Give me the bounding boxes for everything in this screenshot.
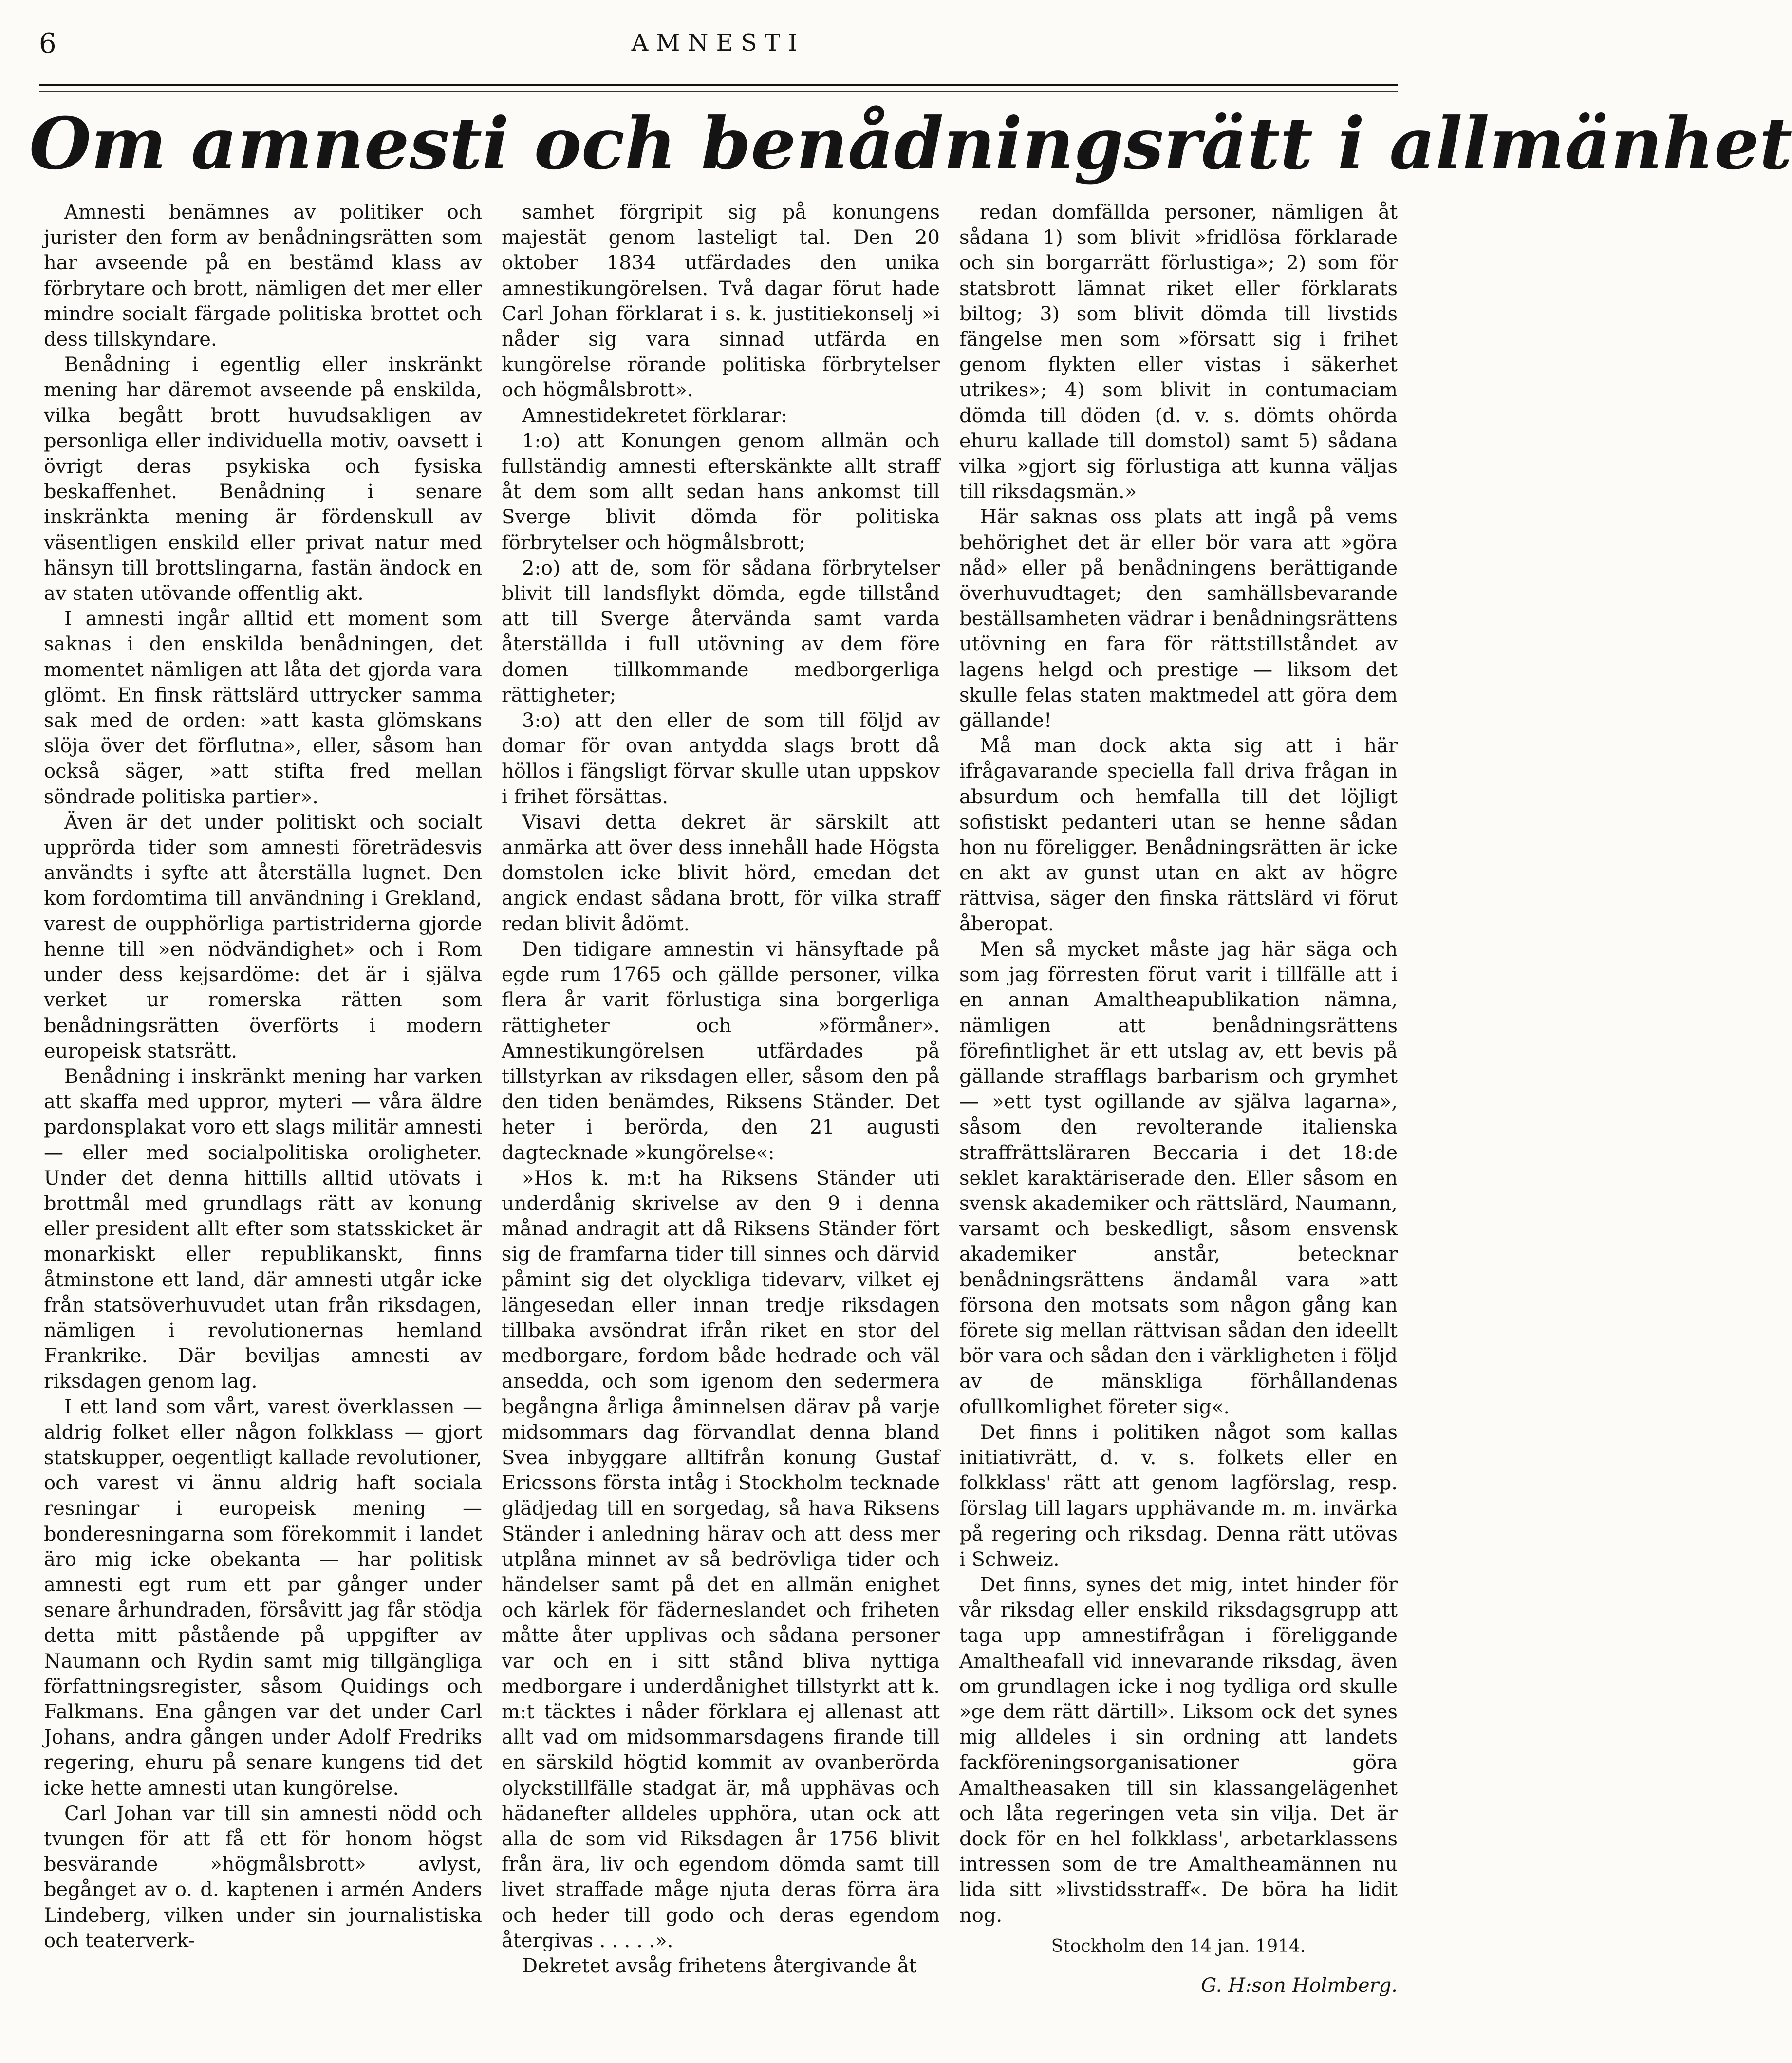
paragraph: redan domfällda personer, nämligen åt sådana 1) som blivit »fridlösa förklarade och sin borgarrätt förlustiga»; 2) som för statsbrott lämnat riket eller förklarats biltog; 3) som blivit dömda till livstids fängelse men som »försatt sig i frihet genom flykten eller vistas i säkerhet utrikes»; 4) som blivit in contumaciam dömda till döden (d. v. s. dömts ohörda ehuru kallade till domstol) samt 5) sådana vilka »gjort sig förlustiga att kunna väljas till riksdagsmän.» xyxy=(959,201,1398,503)
paragraph: »Hos k. m:t ha Riksens Ständer uti underdånig skrivelse av den 9 i denna månad andragit att då Riksens Ständer fört sig de framfarna tider till sinnes och därvid påmint sig det olyckliga tidevarv, vilket ej längesedan eller innan tredje riksdagen tillbaka avsöndrat ifrån riket en stor del medborgare, fordom både hedrade och väl ansedda, och som igenom den sedermera begångna årliga åminnelsen därav på varje midsommars dag förvandlat denna bland Svea inbyggare alltifrån konung Gustaf Ericssons första intåg i Stockholm tecknade glädjedag till en sorgedag, så hava Riksens Ständer i anledning härav och att dess mer utplåna minnet av så bedrövliga tider och händelser samt på det en allmän enighet och kärlek för fäderneslandet och friheten måtte åter upplivas och sådana personer var och en i sitt stånd bliva nyttiga medborgare i underdånighet tillstyrkt att k. m:t täcktes i nåder förklara ej allenast att allt vad om midsommarsdagens firande till en särskild högtid kommit av ovanberörda olyckstillfälle stadgat är, må upphävas och hädanefter alldeles upphöra, utan ock att alla de som vid Riksdagen år 1756 blivit från ära, liv och egendom dömda samt till livet straffade måge njuta deras förra ära och heder till godo och deras egendom återgivas . . . . .». xyxy=(502,1167,940,1952)
paragraph: Den tidigare amnestin vi hänsyftade på egde rum 1765 och gällde personer, vilka flera år varit förlustiga sina borgerliga rättigheter och »förmåner». Amnestikungörelsen utfärdades på tillstyrkan av riksdagen eller, såsom den på den tiden benämdes, Riksens Ständer. Det heter i berörda, den 21 augusti dagtecknade »kungörelse«: xyxy=(502,938,940,1164)
paragraph: Men så mycket måste jag här säga och som jag förresten förut varit i tillfälle att i en annan Amaltheapublikation nämna, nämligen att benådningsrättens förefintlighet är ett utslag av, ett bevis på gällande strafflags barbarism och grymhet — »ett tyst ogillande av själva lagarna», såsom den revolterande italienska straffrättsläraren Beccaria i det 18:de seklet karaktäriserade den. Eller såsom en svensk akademiker och rättslärd, Naumann, varsamt och beskedligt, såsom ensvensk akademiker anstår, betecknar benådningsrättens ändamål vara »att försona den motsats som någon gång kan förete sig mellan rättvisan sådan den ideellt bör vara och sådan den i värkligheten i följd av de mänskliga förhållandenas ofullkomlighet företer sig«. xyxy=(959,938,1398,1418)
column-1 xyxy=(44,200,482,2030)
paragraph: Carl Johan var till sin amnesti nödd och tvungen för att få ett för honom högst besvärande »högmålsbrott» avlyst, begånget av o. d. kaptenen i armén Anders Lindeberg, vilken under sin journalistiska och teaterverk- xyxy=(44,1802,482,1952)
paragraph: 1:o) att Konungen genom allmän och fullständig amnesti efterskänkte allt straff åt dem som allt sedan hans ankomst till Sverge blivit dömda för politiska förbrytelser och högmålsbrott; xyxy=(502,429,940,554)
paragraph: Må man dock akta sig att i här ifrågavarande speciella fall driva frågan in absurdum och hemfalla till det löjligt sofistiskt pedanteri utan se henne sådan hon nu föreligger. Benådningsrätten är icke en akt av gunst utan en akt av högre rättvisa, säger den finska rättslärd vi förut åberopat. xyxy=(959,735,1398,935)
page-number: 6 xyxy=(39,28,56,59)
paragraph: Det finns i politiken något som kallas initiativrätt, d. v. s. folkets eller en folkklass' rätt att genom lagförslag, resp. förslag till lagars upphävande m. m. invärka på regering och riksdag. Denna rätt utövas i Schweiz. xyxy=(959,1421,1398,1571)
paragraph: Amnesti benämnes av politiker och jurister den form av benådningsrätten som har avseende på en bestämd klass av förbrytare och brott, nämligen det mer eller mindre socialt färgade politiska brottet och dess tillskyndare. xyxy=(44,201,482,351)
paragraph: Amnestidekretet förklarar: xyxy=(522,404,787,427)
paragraph: 3:o) att den eller de som till följd av domar för ovan antydda slags brott då höllos i fängsligt förvar skulle utan uppskov i frihet försättas. xyxy=(502,709,940,808)
paragraph: I amnesti ingår alltid ett moment som saknas i den enskilda benådningen, det momentet nämligen att låta det gjorda vara glömt. En finsk rättslärd uttrycker samma sak med de orden: »att kasta glömskans slöja över det förflutna», eller, såsom han också säger, »att stifta fred mellan söndrade politiska partier». xyxy=(44,608,482,808)
paragraph: Visavi detta dekret är särskilt att anmärka att över dess innehåll hade Högsta domstolen icke blivit hörd, emedan det angick endast sådana brott, för vilka straff redan blivit ådömt. xyxy=(502,811,940,935)
paragraph: Benådning i inskränkt mening har varken att skaffa med uppror, myteri — våra äldre pardonsplakat voro ett slags militär amnesti — eller med socialpolitiska oroligheter. Under det denna hittills alltid utövats i brottmål med grundlags rätt av konung eller president allt efter som statsskicket är monarkiskt eller republikanskt, finns åtminstone ett land, där amnesti utgår icke från statsöverhuvudet utan från riksdagen, nämligen i revolutionernas hemland Frankrike. Där beviljas amnesti av riksdagen genom lag. xyxy=(44,1065,482,1393)
page-header xyxy=(39,19,1398,97)
running-title: AMNESTI xyxy=(631,29,805,56)
column-3 xyxy=(959,200,1398,2030)
paragraph: 2:o) att de, som för sådana förbrytelser blivit till landsflykt dömda, egde tillstånd att till Sverge återvända samt varda återställda i full utövning av dem före domen tillkommande medborgerliga rättigheter; xyxy=(502,557,940,706)
paragraph: Här saknas oss plats att ingå på vems behörighet det är eller bör vara att »göra nåd» eller på benådningens berättigande överhuvudtaget; den samhällsbevarande beställsamheten vädrar i benådningsrättens utövning en fara för rättstillståndet av lagens helgd och prestige — liksom det skulle felas staten maktmedel att göra dem gällande! xyxy=(959,506,1398,732)
author-signature: G. H:son Holmberg. xyxy=(1201,1974,1398,1997)
header-rule xyxy=(39,84,1398,86)
column-2 xyxy=(502,200,940,2030)
article-body xyxy=(44,200,1402,2030)
paragraph: Dekretet avsåg frihetens återgivande åt xyxy=(522,1955,917,1978)
paragraph: I ett land som vårt, varest överklassen — aldrig folket eller någon folkklass — gjort statskupper, oegentligt kallade revolutioner, och varest vi ännu aldrig haft sociala resningar i europeisk mening — bonderesningarna som förekommit i landet äro mig icke obekanta — har politisk amnesti egt rum ett par gånger under senare århundraden, försåvitt jag får stödja detta mitt påstående på uppgifter av Naumann och Rydin samt mig tillgängliga författningsregister, såsom Quidings och Falkmans. Ena gången var det under Carl Johans, andra gången under Adolf Fredriks regering, ehuru på senare kungens tid det icke hette amnesti utan kungörelse. xyxy=(44,1395,482,1800)
paragraph: samhet förgripit sig på konungens majestät genom lasteligt tal. Den 20 oktober 1834 utfärdades den unika amnestikungörelsen. Två dagar förut hade Carl Johan förklarat i s. k. justitiekonselj »i nåder sig vara sinnad utfärda en kungörelse rörande politiska förbrytelser och högmålsbrott». xyxy=(502,201,940,402)
header-rule-thin xyxy=(39,91,1398,92)
dateline: Stockholm den 14 jan. 1914. xyxy=(1051,1936,1306,1956)
article-title: Om amnesti och benådningsrätt i allmänhet xyxy=(29,102,1792,186)
paragraph: Även är det under politiskt och socialt upprörda tider som amnesti företrädesvis användts i syfte att återställa lugnet. Den kom fordomtima till användning i Grekland, varest de oupphörliga partistriderna gjorde henne till »en nödvändighet» och i Rom under dess kejsardöme: det är i själva verket ur romerska rätten som benådningsrätten överförts i modern europeisk statsrätt. xyxy=(44,811,482,1062)
paragraph: Benådning i egentlig eller inskränkt mening har däremot avseende på enskilda, vilka begått brott huvudsakligen av personliga eller individuella motiv, oavsett i övrigt deras psykiska och fysiska beskaffenhet. Benådning i senare inskränkta mening är fördenskull av väsentligen enskild eller privat natur med hänsyn till brottslingarna, fastän ändock en av staten utövande offentlig akt. xyxy=(44,353,482,605)
paragraph: Det finns, synes det mig, intet hinder för vår riksdag eller enskild riksdagsgrupp att taga upp amnestifrågan i föreliggande Amaltheafall vid innevarande riksdag, även om grundlagen icke i nog tydliga ord skulle »ge dem rätt därtill». Liksom ock det synes mig alldeles i sin ordning att landets fackföreningsorganisationer göra Amaltheasaken till sin klassangelägenhet och låta regeringen veta sin vilja. Det är dock för en hel folkklass', arbetarklassens intressen som de tre Amaltheamännen nu lida sitt »livstidsstraff«. De böra ha lidit nog. xyxy=(959,1573,1398,1927)
